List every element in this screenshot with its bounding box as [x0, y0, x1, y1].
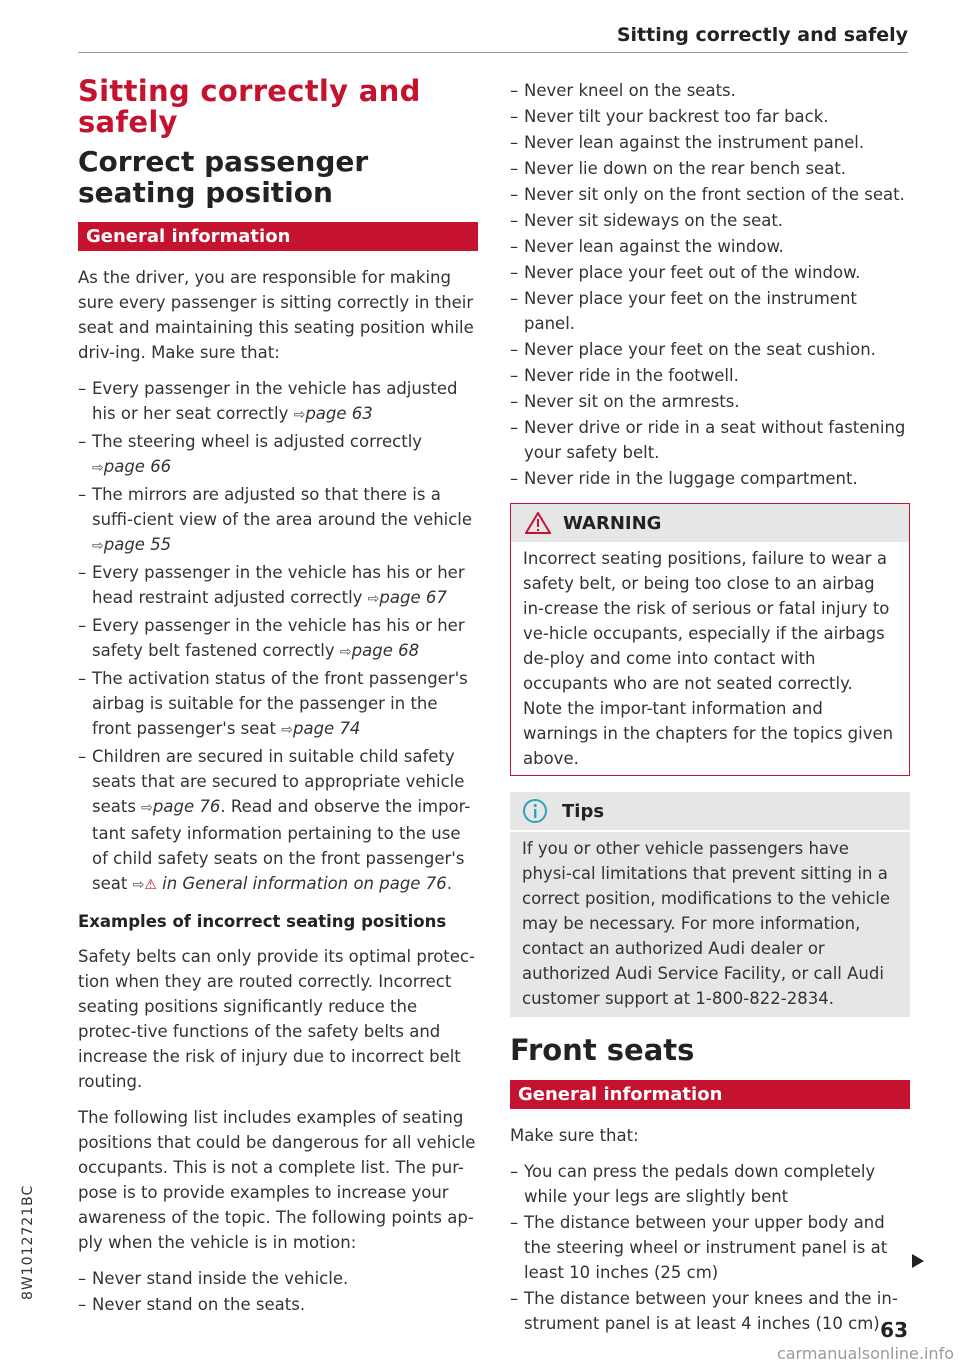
subheading-incorrect-positions: Examples of incorrect seating positions: [78, 912, 447, 931]
list-item: – The steering wheel is adjusted correctly ⇨page 66: [78, 429, 478, 481]
tips-title: Tips: [562, 800, 605, 822]
right-column: [510, 78, 910, 1347]
tips-box: [510, 792, 910, 1017]
warning-triangle-icon: [525, 512, 551, 534]
list-item: – You can press the pedals down completely while your legs are slightly bent: [510, 1159, 910, 1209]
page-ref-arrow-icon: ⇨: [92, 538, 104, 554]
never-list: [78, 1266, 478, 1317]
page-reference-link[interactable]: in General information on page 76: [162, 874, 447, 893]
warning-body: [511, 542, 909, 775]
page-reference-link[interactable]: page 74: [292, 719, 361, 738]
list-item: – Never kneel on the seats.: [510, 78, 910, 103]
list-item: – Children are secured in suitable child safety seats that are secured to appropriate vehicle seats ⇨page 76. Read and observe the impor-tant safety information pertaining to the use of child safety seats on the front passenger's seat ⇨⚠ in General information on page 76.: [78, 744, 478, 898]
paragraph: The following list includes examples of seating positions that could be dangerous for all vehicle occupants. This is not a complete list. The pur-pose is to provide examples to increase your awareness of the topic. The following points ap-ply when the vehicle is in motion:: [78, 1108, 476, 1252]
page-ref-arrow-icon: ⇨: [141, 800, 153, 816]
section-bar-general-information: General information: [510, 1080, 910, 1109]
section-title: Correct passenger seating position: [78, 145, 369, 209]
list-item: – Never sit on the armrests.: [510, 389, 910, 414]
page-reference-link[interactable]: page 76: [152, 797, 221, 816]
warning-text: Incorrect seating positions, failure to wear a safety belt, or being too close to an airbag in-crease the risk of serious or fatal injury to ve-hicle occupants, especially if the airbags de-ploy and come into contact with occupants who are not seated correctly. Note the impor-tant information and warnings in the chapters for the topics given above.: [523, 549, 894, 768]
page-reference-link[interactable]: page 68: [351, 641, 420, 660]
checklist: [510, 1159, 910, 1336]
page-reference-link[interactable]: page 63: [305, 404, 373, 423]
warning-title: WARNING: [563, 512, 662, 534]
tips-text: If you or other vehicle passengers have physi-cal limitations that prevent sitting in a correct position, modifications to the vehicle may be necessary. For more information, contact an authorized Audi dealer or authorized Audi Service Facility, or call Audi customer support at 1-800-822-2834.: [522, 839, 891, 1008]
list-item: – Never place your feet out of the window.: [510, 260, 910, 285]
list-item: – Never ride in the luggage compartment.: [510, 466, 910, 491]
page-reference-link[interactable]: page 66: [103, 457, 172, 476]
watermark: carmanualsonline.info: [776, 1344, 954, 1363]
page-reference-link[interactable]: page 67: [379, 588, 447, 607]
list-item: – Never place your feet on the seat cushion.: [510, 337, 910, 362]
page-reference-link[interactable]: page 55: [103, 535, 172, 554]
tips-header: [510, 792, 910, 832]
left-column: [78, 70, 478, 1328]
document-code: 8W1012721BC: [20, 1184, 36, 1300]
warning-header: [511, 504, 909, 542]
list-item: – The distance between your knees and the in-strument panel is at least 4 inches (10 cm): [510, 1286, 910, 1336]
page-number: 63: [880, 1318, 908, 1342]
paragraph: Safety belts can only provide its optimal protec-tion when they are routed correctly. Incorrect seating positions significantly reduce the protec-tive functions of the safety belts and increase the risk of injury due to incorrect belt routing.: [78, 947, 475, 1091]
list-item: – Never ride in the footwell.: [510, 363, 910, 388]
list-item: – Never stand inside the vehicle.: [78, 1266, 478, 1291]
list-item: – Never drive or ride in a seat without fastening your safety belt.: [510, 415, 910, 465]
list-item: – Never place your feet on the instrument panel.: [510, 286, 910, 336]
list-item: – The mirrors are adjusted so that there is a suffi-cient view of the area around the vehicle ⇨page 55: [78, 482, 478, 559]
page-ref-arrow-icon: ⇨: [339, 644, 352, 660]
list-item: – The activation status of the front passenger's airbag is suitable for the passenger in the front passenger's seat ⇨page 74: [78, 666, 478, 743]
intro-paragraph: As the driver, you are responsible for making sure every passenger is sitting correctly in their seat and maintaining this seating position while driv-ing. Make sure that:: [78, 268, 474, 362]
page-ref-arrow-icon: ⇨: [281, 722, 293, 738]
list-item: – The distance between your upper body and the steering wheel or instrument panel is at least 10 inches (25 cm): [510, 1210, 910, 1285]
warning-triangle-icon: ⚠: [144, 877, 157, 893]
list-item: – Never sit only on the front section of the seat.: [510, 182, 910, 207]
list-item: – Never sit sideways on the seat.: [510, 208, 910, 233]
warning-box: [510, 503, 910, 776]
page-ref-arrow-icon: ⇨: [132, 877, 145, 893]
continue-arrow-icon: [912, 1254, 924, 1268]
list-item: – Never tilt your backrest too far back.: [510, 104, 910, 129]
header-divider: [78, 52, 908, 53]
page-ref-arrow-icon: ⇨: [293, 407, 306, 423]
running-header-title: Sitting correctly and safely: [616, 24, 908, 46]
page-ref-arrow-icon: ⇨: [92, 460, 104, 476]
list-item: – Every passenger in the vehicle has his or her safety belt fastened correctly ⇨page 68: [78, 613, 478, 665]
section-bar-general-information: General information: [78, 222, 478, 251]
never-list: [510, 78, 910, 491]
checklist: [78, 376, 478, 898]
intro-paragraph: Make sure that:: [510, 1126, 639, 1145]
section-title-front-seats: Front seats: [510, 1033, 695, 1067]
list-item: – Every passenger in the vehicle has his or her head restraint adjusted correctly ⇨page 67: [78, 560, 478, 612]
list-item: – Never lean against the window.: [510, 234, 910, 259]
page-ref-arrow-icon: ⇨: [367, 591, 380, 607]
chapter-title: Sitting correctly and safely: [78, 74, 421, 139]
info-circle-icon: [522, 798, 548, 824]
list-item: – Every passenger in the vehicle has adjusted his or her seat correctly ⇨page 63: [78, 376, 478, 428]
list-item: – Never lie down on the rear bench seat.: [510, 156, 910, 181]
tips-body: [510, 832, 910, 1017]
list-item: – Never stand on the seats.: [78, 1292, 478, 1317]
list-item: – Never lean against the instrument panel.: [510, 130, 910, 155]
